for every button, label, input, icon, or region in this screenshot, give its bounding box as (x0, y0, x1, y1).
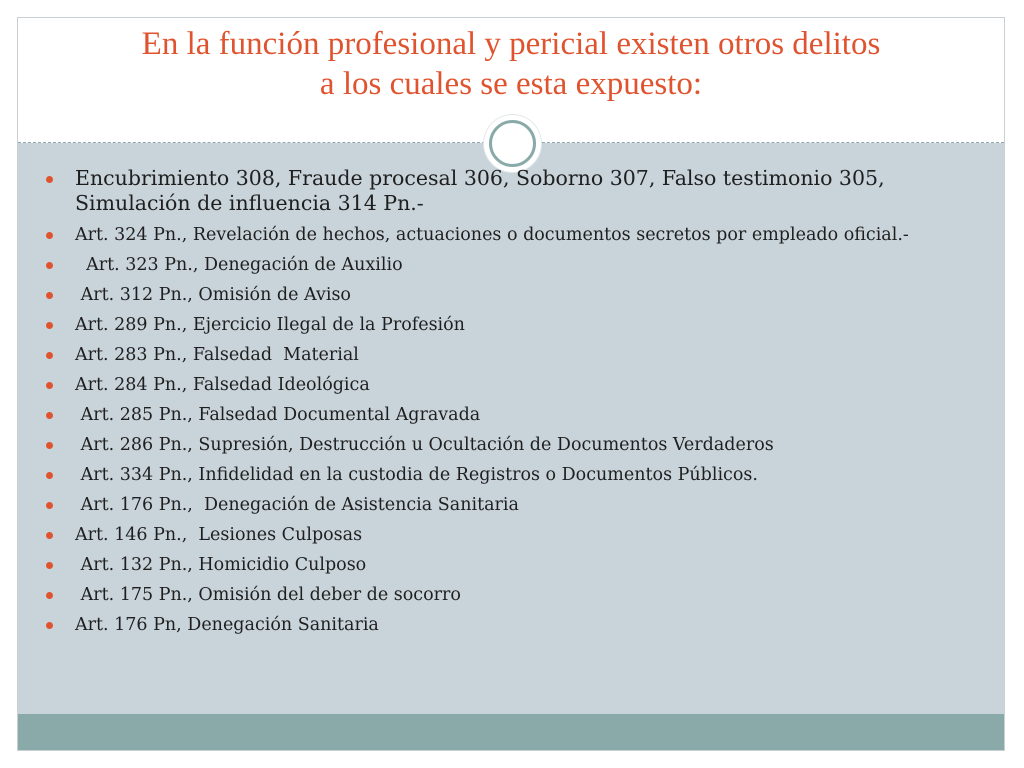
bullet-dot-icon (46, 176, 53, 183)
bullet-text: Art. 286 Pn., Supresión, Destrucción u Ocultación de Documentos Verdaderos (75, 435, 774, 455)
bullet-item (46, 344, 946, 366)
bullet-text: Art. 284 Pn., Falsedad Ideológica (75, 375, 370, 395)
bullet-item (46, 166, 946, 216)
bullet-text: Art. 146 Pn., Lesiones Culposas (75, 525, 363, 545)
bullet-item (46, 404, 946, 426)
bullet-text: Art. 132 Pn., Homicidio Culposo (75, 555, 367, 575)
bullet-dot-icon (46, 472, 53, 479)
bullet-text: Art. 175 Pn., Omisión del deber de socorro (75, 585, 461, 605)
bullet-dot-icon (46, 382, 53, 389)
bullet-dot-icon (46, 502, 53, 509)
divider-circle-ring (489, 120, 536, 167)
bullet-text: Encubrimiento 308, Fraude procesal 306, Soborno 307, Falso testimonio 305, Simulación de influencia 314 Pn.- (75, 166, 885, 215)
bullet-dot-icon (46, 232, 53, 239)
bullet-item (46, 224, 946, 246)
footer-band (18, 714, 1004, 750)
bullet-text: Art. 312 Pn., Omisión de Aviso (75, 285, 351, 305)
bullet-item (46, 314, 946, 336)
bullet-item (46, 614, 946, 636)
bullet-dot-icon (46, 322, 53, 329)
bullet-item (46, 494, 946, 516)
bullet-item (46, 584, 946, 606)
bullet-text: Art. 283 Pn., Falsedad Material (75, 345, 359, 365)
slide-title (48, 24, 974, 104)
bullet-dot-icon (46, 562, 53, 569)
slide-title-line-1: En la función profesional y pericial existen otros delitos (141, 26, 881, 62)
bullet-text: Art. 285 Pn., Falsedad Documental Agravada (75, 405, 481, 425)
bullet-text: Art. 289 Pn., Ejercicio Ilegal de la Profesión (75, 315, 465, 335)
bullet-dot-icon (46, 292, 53, 299)
bullet-item (46, 464, 946, 486)
bullet-item (46, 434, 946, 456)
slide-title-line-2: a los cuales se esta expuesto: (319, 66, 703, 102)
bullet-dot-icon (46, 532, 53, 539)
bullet-dot-icon (46, 262, 53, 269)
bullet-dot-icon (46, 412, 53, 419)
divider-circle-ornament (484, 115, 541, 172)
bullet-text: Art. 324 Pn., Revelación de hechos, actuaciones o documentos secretos por empleado oficial.- (75, 225, 909, 245)
bullet-dot-icon (46, 352, 53, 359)
bullet-list (46, 166, 946, 644)
bullet-item (46, 374, 946, 396)
bullet-text: Art. 176 Pn., Denegación de Asistencia Sanitaria (75, 495, 519, 515)
bullet-text: Art. 176 Pn, Denegación Sanitaria (75, 615, 379, 635)
bullet-dot-icon (46, 622, 53, 629)
bullet-item (46, 524, 946, 546)
bullet-dot-icon (46, 442, 53, 449)
bullet-text: Art. 323 Pn., Denegación de Auxilio (75, 255, 403, 275)
bullet-item (46, 554, 946, 576)
bullet-item (46, 254, 946, 276)
bullet-dot-icon (46, 592, 53, 599)
bullet-item (46, 284, 946, 306)
bullet-text: Art. 334 Pn., Infidelidad en la custodia de Registros o Documentos Públicos. (75, 465, 758, 485)
